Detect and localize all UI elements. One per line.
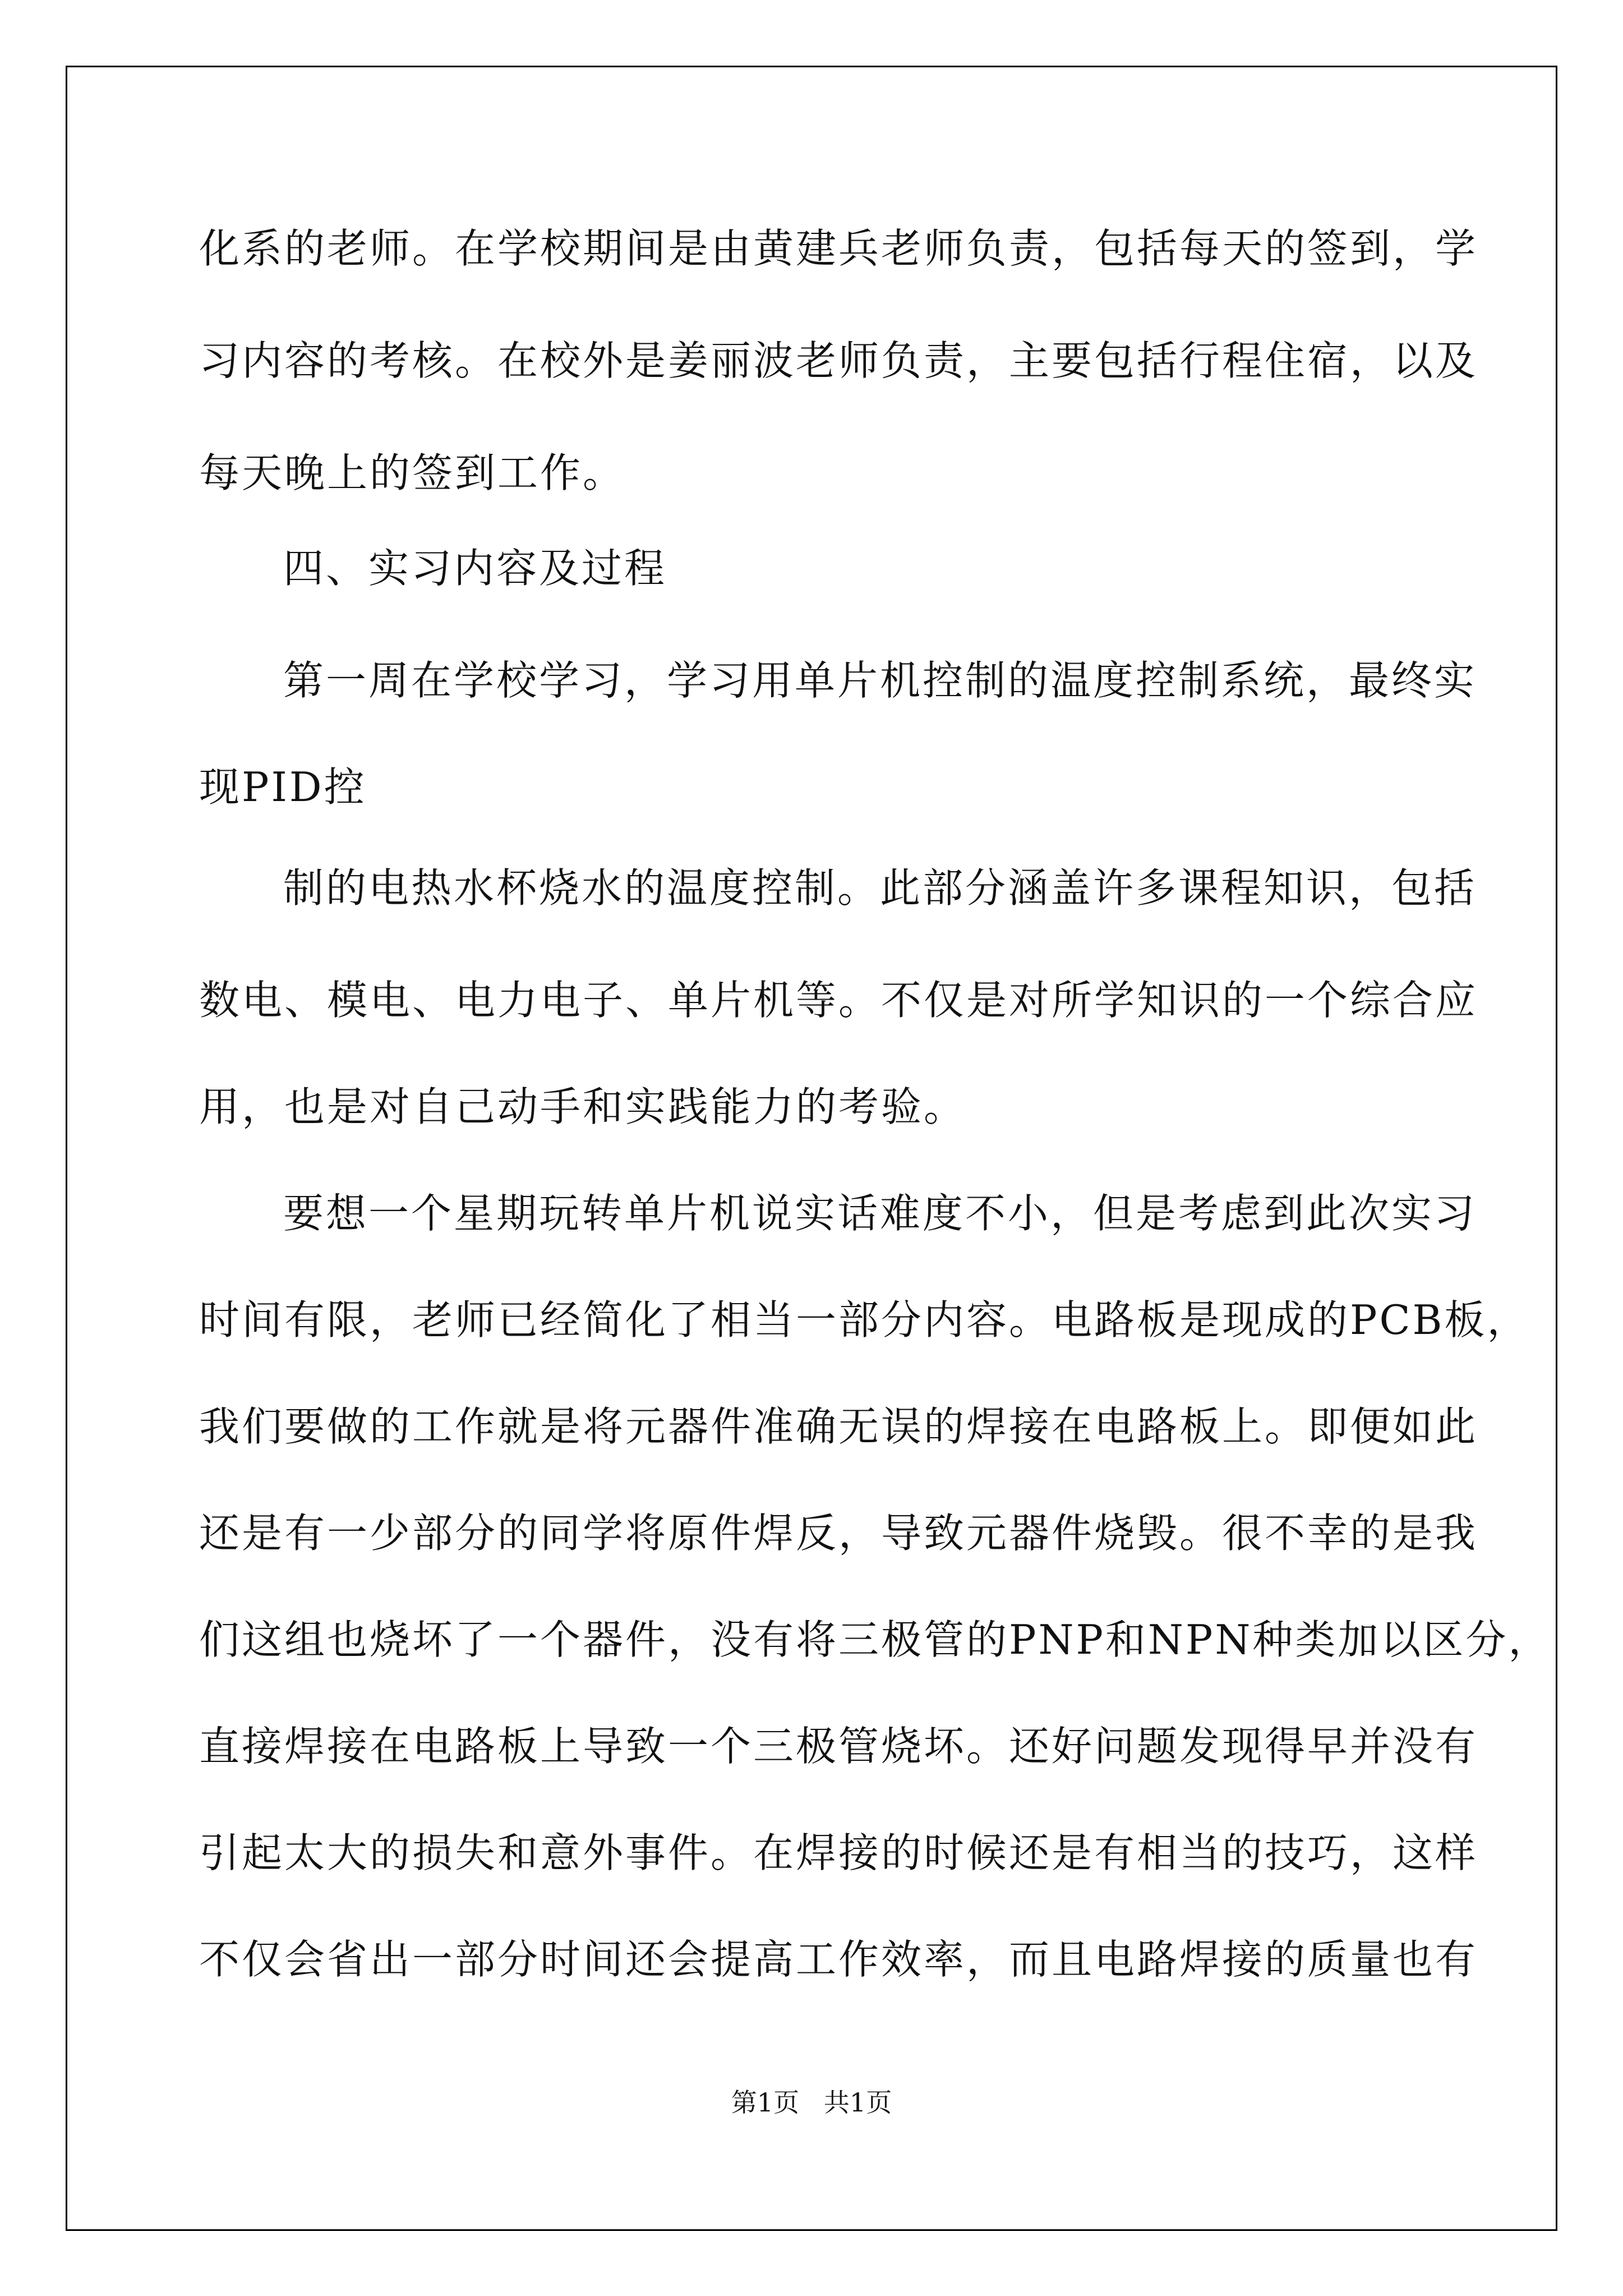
text-line: 数电、模电、电力电子、单片机等。不仅是对所学知识的一个综合应 [199,977,1478,1024]
text-line: 制的电热水杯烧水的温度控制。此部分涵盖许多课程知识，包括 [283,864,1477,912]
text-line: 们这组也烧坏了一个器件，没有将三极管的PNP和NPN种类加以区分， [199,1616,1551,1663]
text-line: 要想一个星期玩转单片机说实话难度不小，但是考虑到此次实习 [283,1190,1477,1237]
page-border [66,66,1557,2231]
text-line: 直接焊接在电路板上导致一个三极管烧坏。还好问题发现得早并没有 [199,1723,1478,1770]
text-line: 还是有一少部分的同学将原件焊反，导致元器件烧毁。很不幸的是我 [199,1510,1478,1557]
text-line: 不仅会省出一部分时间还会提高工作效率，而且电路焊接的质量也有 [199,1936,1478,1983]
text-line: 时间有限，老师已经简化了相当一部分内容。电路板是现成的PCB板， [199,1296,1530,1343]
text-line: 第一周在学校学习，学习用单片机控制的温度控制系统，最终实 [283,657,1477,704]
text-line: 每天晚上的签到工作。 [199,449,626,496]
text-line: 化系的老师。在学校期间是由黄建兵老师负责，包括每天的签到，学 [199,225,1478,272]
text-line: 用，也是对自己动手和实践能力的考验。 [199,1083,967,1130]
section-heading: 四、实习内容及过程 [283,545,667,592]
text-line: 我们要做的工作就是将元器件准确无误的焊接在电路板上。即便如此 [199,1403,1478,1450]
text-line: 习内容的考核。在校外是姜丽波老师负责，主要包括行程住宿，以及 [199,337,1478,384]
page-number-footer: 第1页 共1页 [731,2087,892,2118]
text-line: 现PID控 [199,763,367,811]
text-line: 引起太大的损失和意外事件。在焊接的时候还是有相当的技巧，这样 [199,1829,1478,1876]
